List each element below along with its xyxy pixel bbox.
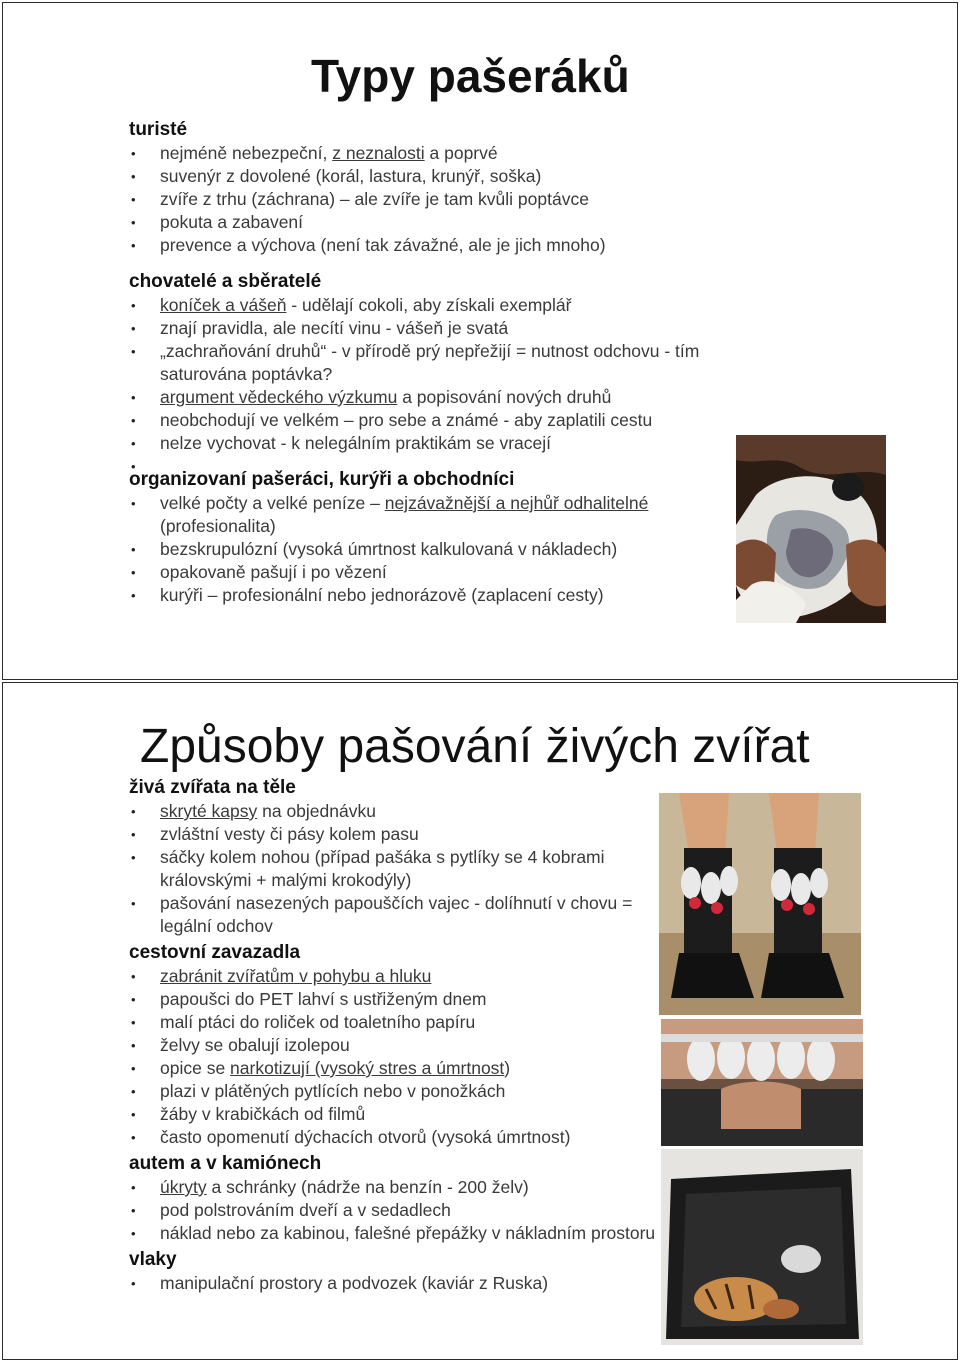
- underlined-text: z neznalosti: [332, 143, 425, 163]
- section-gap: [129, 259, 749, 269]
- list-item: [129, 1199, 659, 1222]
- list-item: [129, 188, 749, 211]
- item-text: nejméně nebezpeční,: [160, 143, 333, 163]
- underlined-text: narkotizují (vysoký stres a úmrtnost: [230, 1058, 505, 1078]
- slide-content: [129, 775, 659, 1297]
- item-text: na objednávku: [257, 801, 376, 821]
- section-heading: vlaky: [129, 1249, 177, 1270]
- item-text: znají pravidla, ale necítí vinu - vášeň je svatá: [160, 318, 509, 338]
- item-text: plazi v plátěných pytlících nebo v ponožkách: [160, 1081, 506, 1101]
- item-text: často opomenutí dýchacích otvorů (vysoká úmrtnost): [160, 1127, 571, 1147]
- list-item: [129, 1103, 659, 1126]
- list-item: [129, 294, 749, 317]
- slide-smuggling-methods: [2, 682, 958, 1360]
- item-text: suvenýr z dovolené (korál, lastura, krunýř, soška): [160, 166, 542, 186]
- item-text: - udělají cokoli, aby získali exemplář: [286, 295, 572, 315]
- item-text: náklad nebo za kabinou, falešné přepážky v nákladním prostoru: [160, 1223, 656, 1243]
- item-text: „zachraňování druhů“ - v přírodě prý nepřežijí = nutnost odchovu - tím saturována poptávka?: [160, 341, 700, 384]
- item-text: kurýři – profesionální nebo jednorázově (zaplacení cesty): [160, 585, 604, 605]
- list-item: [129, 386, 749, 409]
- list-item: [129, 538, 749, 561]
- list-item: [129, 892, 659, 938]
- list-item: [129, 317, 749, 340]
- list-item: [129, 1057, 659, 1080]
- list-item: [129, 1080, 659, 1103]
- item-text: ): [504, 1058, 511, 1078]
- list-item: [129, 965, 659, 988]
- section-heading: autem a v kamiónech: [129, 1153, 322, 1174]
- item-text: papoušci do PET lahví s ustřiženým dnem: [160, 989, 487, 1009]
- item-text: a popisování nových druhů: [397, 387, 612, 407]
- item-text: prevence a výchova (není tak závažné, ale je jich mnoho): [160, 235, 606, 255]
- photo-legs-with-birds: [659, 793, 861, 1015]
- underlined-text: argument vědeckého výzkumu: [160, 387, 398, 407]
- underlined-text: nejzávažnější a nejhůř odhalitelné: [384, 493, 649, 513]
- item-text: neobchodují ve velkém – pro sebe a známé - aby zaplatili cestu: [160, 410, 653, 430]
- list-item: [129, 561, 749, 584]
- list-item: [129, 823, 659, 846]
- item-text: pod polstrováním dveří a v sedadlech: [160, 1200, 451, 1220]
- item-text: zvíře z trhu (záchrana) – ale zvíře je tam kvůli poptávce: [160, 189, 589, 209]
- bullet-list: [129, 492, 749, 607]
- list-item: [129, 234, 749, 257]
- section-heading: organizovaní pašeráci, kurýři a obchodníci: [129, 469, 515, 490]
- section-heading: živá zvířata na těle: [129, 777, 296, 798]
- bullet-list: [129, 965, 659, 1149]
- bullet-list: [129, 800, 659, 938]
- list-item: [129, 409, 749, 432]
- slide-title: Typy pašeráků: [311, 50, 630, 102]
- underlined-text: skryté kapsy: [160, 801, 258, 821]
- slide-content: [129, 117, 749, 609]
- list-item: [129, 988, 659, 1011]
- item-text: bezskrupulózní (vysoká úmrtnost kalkulovaná v nákladech): [160, 539, 618, 559]
- list-item: [129, 492, 749, 538]
- item-text: pašování nasezených papouščích vajec - dolíhnutí v chovu = legální odchov: [160, 893, 633, 936]
- photo-cockatoo-in-hands: [736, 435, 886, 623]
- bullet-list: [129, 142, 749, 257]
- underlined-text: zabránit zvířatům v pohybu a hluku: [160, 966, 432, 986]
- list-item: [129, 584, 749, 607]
- bullet-list: [129, 1176, 659, 1245]
- item-text: opakovaně pašují i po vězení: [160, 562, 387, 582]
- photo-vest-with-eggs: [661, 1019, 863, 1146]
- list-item: [129, 1011, 659, 1034]
- underlined-text: úkryty: [160, 1177, 207, 1197]
- list-item: [129, 211, 749, 234]
- list-item: [129, 1126, 659, 1149]
- list-item: [129, 142, 749, 165]
- section-heading: chovatelé a sběratelé: [129, 271, 322, 292]
- item-text: malí ptáci do roliček od toaletního papíru: [160, 1012, 476, 1032]
- item-text: žáby v krabičkách od filmů: [160, 1104, 366, 1124]
- list-item: [129, 846, 659, 892]
- section-heading: turisté: [129, 119, 188, 140]
- list-item: [129, 340, 749, 386]
- item-text: zvláštní vesty či pásy kolem pasu: [160, 824, 419, 844]
- list-item: [129, 165, 749, 188]
- item-text: (profesionalita): [160, 516, 276, 536]
- list-item: [129, 800, 659, 823]
- list-item: [129, 432, 749, 455]
- bullet-list: [129, 1272, 659, 1295]
- item-text: a poprvé: [424, 143, 498, 163]
- item-text: nelze vychovat - k nelegálním praktikám se vracejí: [160, 433, 551, 453]
- item-text: velké počty a velké peníze –: [160, 493, 385, 513]
- list-item: [129, 1222, 659, 1245]
- item-text: pokuta a zabavení: [160, 212, 304, 232]
- section-gap: [129, 457, 749, 467]
- item-text: želvy se obalují izolepou: [160, 1035, 350, 1055]
- slide-title: Způsoby pašování živých zvířat: [140, 720, 810, 773]
- item-text: a schránky (nádrže na benzín - 200 želv): [206, 1177, 529, 1197]
- slide-smuggler-types: [2, 2, 958, 680]
- item-text: sáčky kolem nohou (případ pašáka s pytlíky se 4 kobrami královskými + malými krokodýly): [160, 847, 605, 890]
- section-heading: cestovní zavazadla: [129, 942, 301, 963]
- photo-suitcase-with-animals: [661, 1149, 863, 1345]
- list-item: [129, 1176, 659, 1199]
- list-item: [129, 1272, 659, 1295]
- underlined-text: koníček a vášeň: [160, 295, 287, 315]
- list-item: [129, 1034, 659, 1057]
- item-text: manipulační prostory a podvozek (kaviár z Ruska): [160, 1273, 549, 1293]
- item-text: opice se: [160, 1058, 231, 1078]
- bullet-list: [129, 294, 749, 455]
